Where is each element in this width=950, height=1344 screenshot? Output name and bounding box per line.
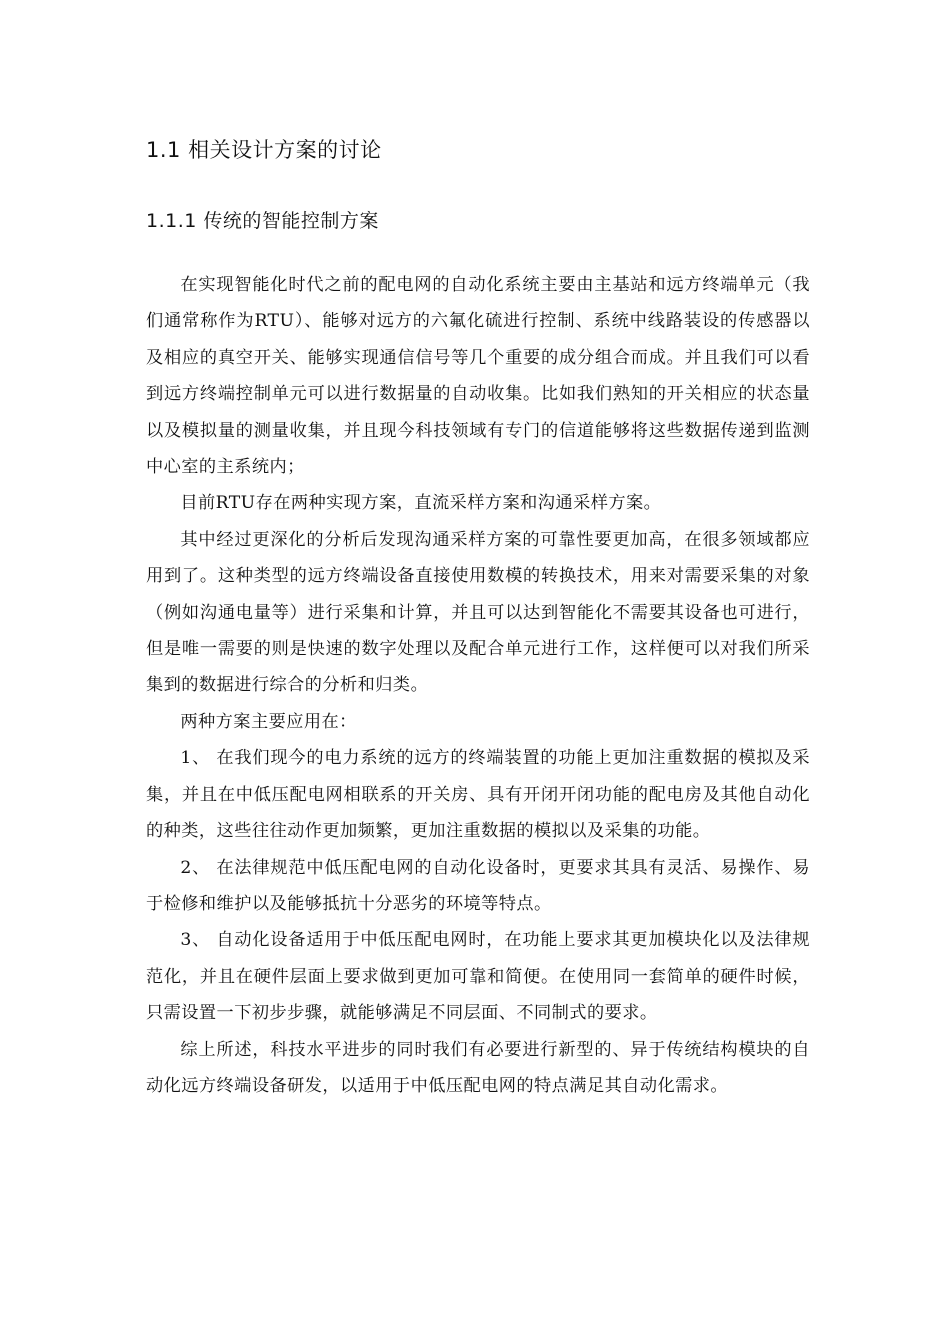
paragraph-rtu-schemes: 目前RTU存在两种实现方案，直流采样方案和沟通采样方案。 <box>180 493 662 514</box>
list-item-3: 3、 自动化设备适用于中低压配电网时，在功能上要求其更加模块化以及法律规范化，并且在硬件层面上要求做到更加可靠和简便。在使用同一套简单的硬件时候，只需设置一下初步步骤，就能够满足不同层面、不同制式的要求。 <box>146 930 810 1024</box>
paragraph-conclusion: 综上所述，科技水平进步的同时我们有必要进行新型的、异于传统结构模块的自动化远方终端设备研发，以适用于中低压配电网的特点满足其自动化需求。 <box>146 1039 810 1096</box>
subsection-heading: 1.1.1 传统的智能控制方案 <box>146 210 379 232</box>
list-item-1: 1、 在我们现今的电力系统的远方的终端装置的功能上更加注重数据的模拟及采集，并且在中低压配电网相联系的开关房、具有开闭开闭功能的配电房及其他自动化的种类，这些往往动作更加频繁，更加注重数据的模拟以及采集的功能。 <box>146 748 810 842</box>
section-heading: 1.1 相关设计方案的讨论 <box>146 138 382 162</box>
paragraph-intro: 在实现智能化时代之前的配电网的自动化系统主要由主基站和远方终端单元（我们通常称作为RTU）、能够对远方的六氟化硫进行控制、系统中线路装设的传感器以及相应的真空开关、能够实现通信信号等几个重要的成分组合而成。并且我们可以看到远方终端控制单元可以进行数据量的自动收集。比如我们熟知的开关相应的状态量以及模拟量的测量收集，并且现今科技领域有专门的信道能够将这些数据传递到监测中心室的主系统内； <box>146 275 810 478</box>
paragraph-analysis: 其中经过更深化的分析后发现沟通采样方案的可靠性要更加高，在很多领域都应用到了。这种类型的远方终端设备直接使用数模的转换技术，用来对需要采集的对象（例如沟通电量等）进行采集和计算，并且可以达到智能化不需要其设备也可进行，但是唯一需要的则是快速的数字处理以及配合单元进行工作，这样便可以对我们所采集到的数据进行综合的分析和归类。 <box>146 529 810 696</box>
list-item-2: 2、 在法律规范中低压配电网的自动化设备时，更要求其具有灵活、易操作、易于检修和维护以及能够抵抗十分恶劣的环境等特点。 <box>146 857 810 914</box>
paragraph-applications-intro: 两种方案主要应用在： <box>180 711 357 732</box>
document-page <box>146 130 810 1104</box>
